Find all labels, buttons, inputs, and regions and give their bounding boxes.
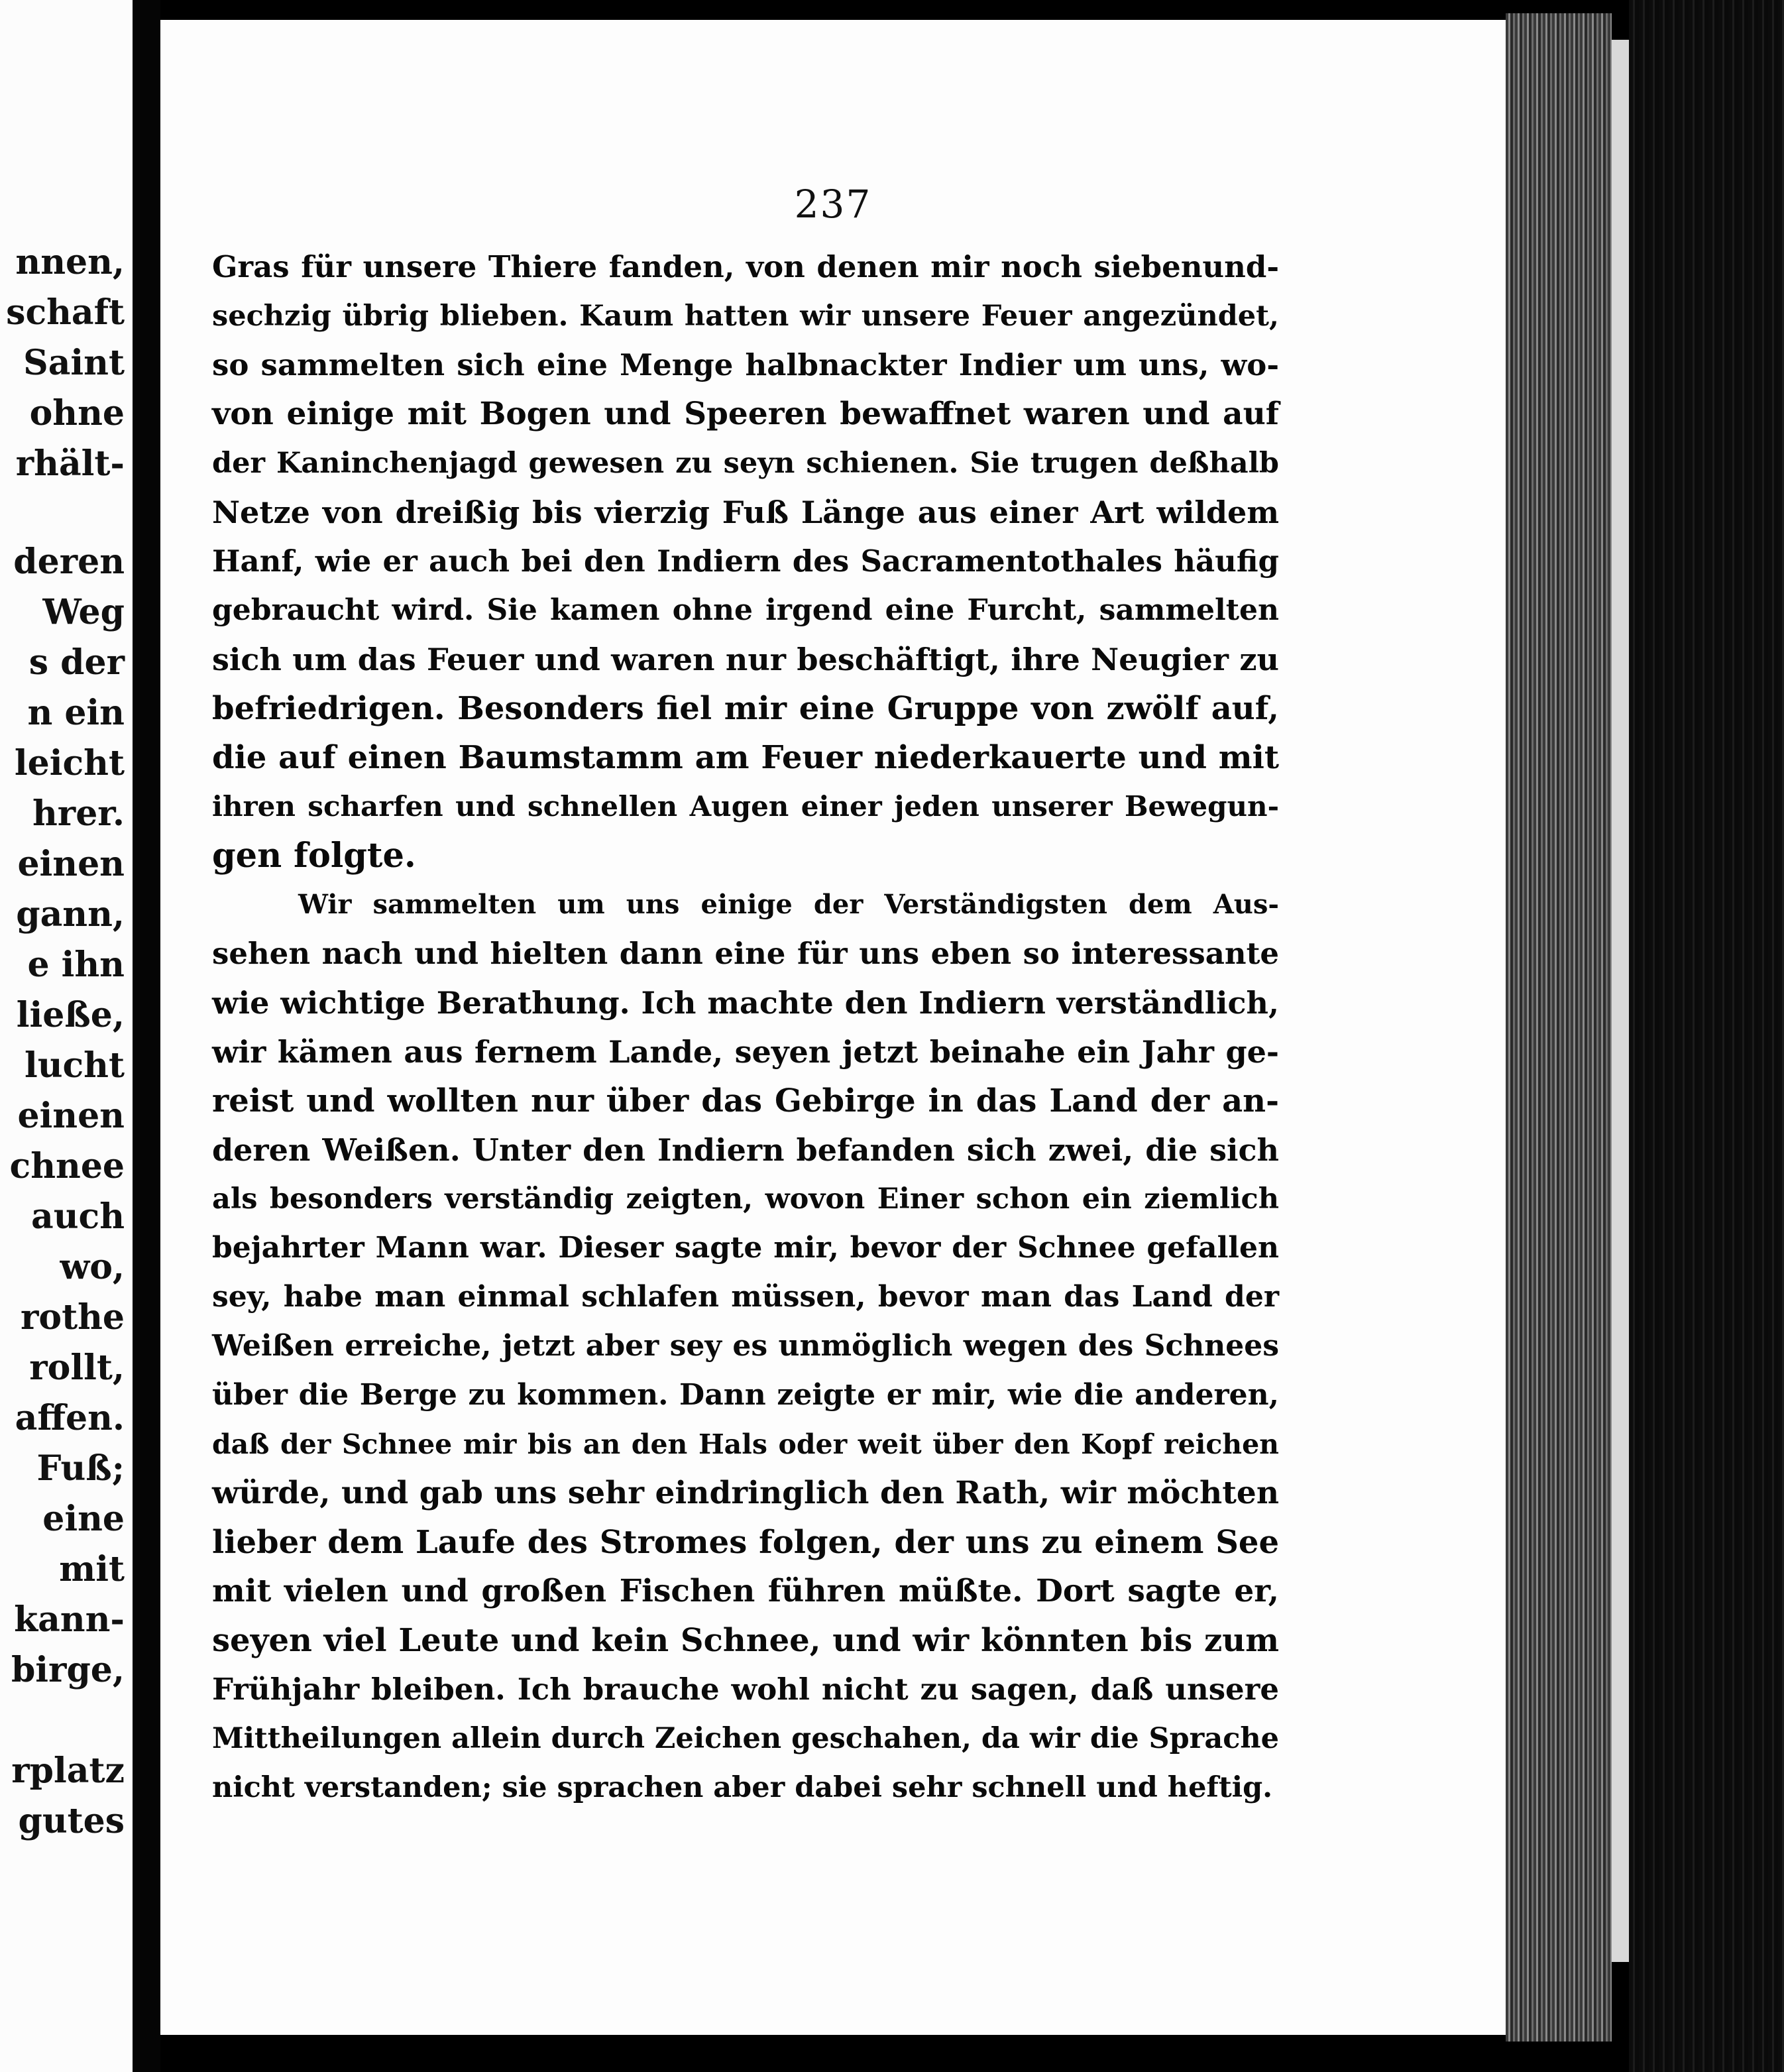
left-page-line: eine [42, 1499, 125, 1539]
text-line: wie wichtige Berathung. Ich machte den Indiern verständlich, [212, 985, 1279, 1021]
text-line: die auf einen Baumstamm am Feuer niederkauerte und mit [212, 739, 1279, 776]
left-page-line: s der [28, 642, 125, 683]
left-page-line: lucht [24, 1045, 125, 1086]
left-page-line: kann- [14, 1599, 125, 1640]
text-line: Wir sammelten um uns einige der Verständigsten dem Aus- [298, 889, 1279, 920]
text-line: von einige mit Bogen und Speeren bewaffnet waren und auf [212, 396, 1279, 432]
left-page-line: nnen, [15, 242, 125, 282]
left-page-line: gutes [18, 1801, 125, 1841]
body-text [212, 243, 1279, 1812]
book-page [160, 20, 1506, 2035]
left-page-line: hrer. [32, 793, 125, 834]
left-page-line: affen. [15, 1398, 125, 1438]
text-line: sehen nach und hielten dann eine für uns eben so interessante [212, 936, 1279, 971]
text-line: als besonders verständig zeigten, wovon Einer schon ein ziemlich [212, 1182, 1279, 1216]
left-page-line: e ihn [27, 945, 125, 985]
text-line: ihren scharfen und schnellen Augen einer jeden unserer Bewegun- [212, 790, 1279, 823]
left-page-line: mit [59, 1549, 125, 1589]
text-line: bejahrter Mann war. Dieser sagte mir, bevor der Schnee gefallen [212, 1231, 1279, 1265]
page-number: 237 [794, 182, 872, 227]
left-page-line: rothe [21, 1297, 125, 1338]
left-page-line: rollt, [29, 1348, 125, 1388]
text-line: sechzig übrig blieben. Kaum hatten wir unsere Feuer angezündet, [212, 300, 1279, 333]
left-page-line: gann, [16, 894, 125, 935]
left-page-line: schaft [6, 292, 125, 333]
left-page-line: ließe, [16, 995, 125, 1035]
text-line: sey, habe man einmal schlafen müssen, bevor man das Land der [212, 1280, 1279, 1314]
text-line: Hanf, wie er auch bei den Indiern des Sacramentothales häufig [212, 544, 1279, 579]
text-line: Weißen erreiche, jetzt aber sey es unmöglich wegen des Schnees [212, 1329, 1279, 1363]
text-line: deren Weißen. Unter den Indiern befanden sich zwei, die sich [212, 1132, 1279, 1168]
page-edge-highlight [1612, 40, 1629, 1962]
text-line: wir kämen aus fernem Lande, seyen jetzt beinahe ein Jahr ge- [212, 1034, 1279, 1070]
left-page-line: einen [17, 844, 125, 884]
left-page-line: chnee [9, 1146, 125, 1186]
text-line: würde, und gab uns sehr eindringlich den Rath, wir möchten [212, 1475, 1279, 1511]
previous-page-fragment [0, 0, 133, 2072]
text-line: gen folgte. [212, 836, 416, 876]
text-line: daß der Schnee mir bis an den Hals oder weit über den Kopf reichen [212, 1428, 1279, 1460]
text-line: über die Berge zu kommen. Dann zeigte er mir, wie die anderen, [212, 1378, 1279, 1412]
left-page-line: n ein [27, 693, 125, 733]
text-line: mit vielen und großen Fischen führen müßte. Dort sagte er, [212, 1573, 1279, 1609]
left-page-line: einen [17, 1096, 125, 1136]
text-line: Frühjahr bleiben. Ich brauche wohl nicht zu sagen, daß unsere [212, 1672, 1279, 1707]
text-line: lieber dem Laufe des Stromes folgen, der uns zu einem See [212, 1524, 1279, 1561]
left-page-line: Saint [23, 343, 125, 383]
left-page-line: ohne [29, 393, 125, 433]
left-page-line: auch [31, 1196, 125, 1237]
text-line: Gras für unsere Thiere fanden, von denen mir noch siebenund- [212, 249, 1279, 284]
left-page-line: rhält- [15, 443, 125, 484]
left-page-line: birge, [11, 1650, 125, 1690]
text-line: seyen viel Leute und kein Schnee, und wir könnten bis zum [212, 1622, 1279, 1659]
left-page-line: Fuß; [36, 1448, 125, 1489]
left-page-line: leicht [14, 743, 125, 783]
left-page-line: deren [13, 542, 125, 582]
text-line: Mittheilungen allein durch Zeichen geschahen, da wir die Sprache [212, 1722, 1279, 1755]
book-cover [1629, 0, 1784, 2072]
text-line: Netze von dreißig bis vierzig Fuß Länge aus einer Art wildem [212, 494, 1279, 530]
text-line: nicht verstanden; sie sprachen aber dabei sehr schnell und heftig. [212, 1771, 1273, 1804]
text-line: sich um das Feuer und waren nur beschäftigt, ihre Neugier zu [212, 642, 1279, 677]
left-page-line: wo, [60, 1247, 125, 1287]
book-gutter [133, 0, 160, 2072]
text-line: befriedrigen. Besonders fiel mir eine Gruppe von zwölf auf, [212, 690, 1279, 727]
text-line: gebraucht wird. Sie kamen ohne irgend eine Furcht, sammelten [212, 593, 1279, 627]
left-page-line: Weg [42, 592, 125, 632]
text-line: reist und wollten nur über das Gebirge in das Land der an- [212, 1082, 1279, 1120]
left-page-line: rplatz [11, 1751, 125, 1791]
text-line: so sammelten sich eine Menge halbnackter Indier um uns, wo- [212, 347, 1279, 382]
text-line: der Kaninchenjagd gewesen zu seyn schienen. Sie trugen deßhalb [212, 447, 1279, 480]
page-block-edge [1506, 13, 1612, 2042]
